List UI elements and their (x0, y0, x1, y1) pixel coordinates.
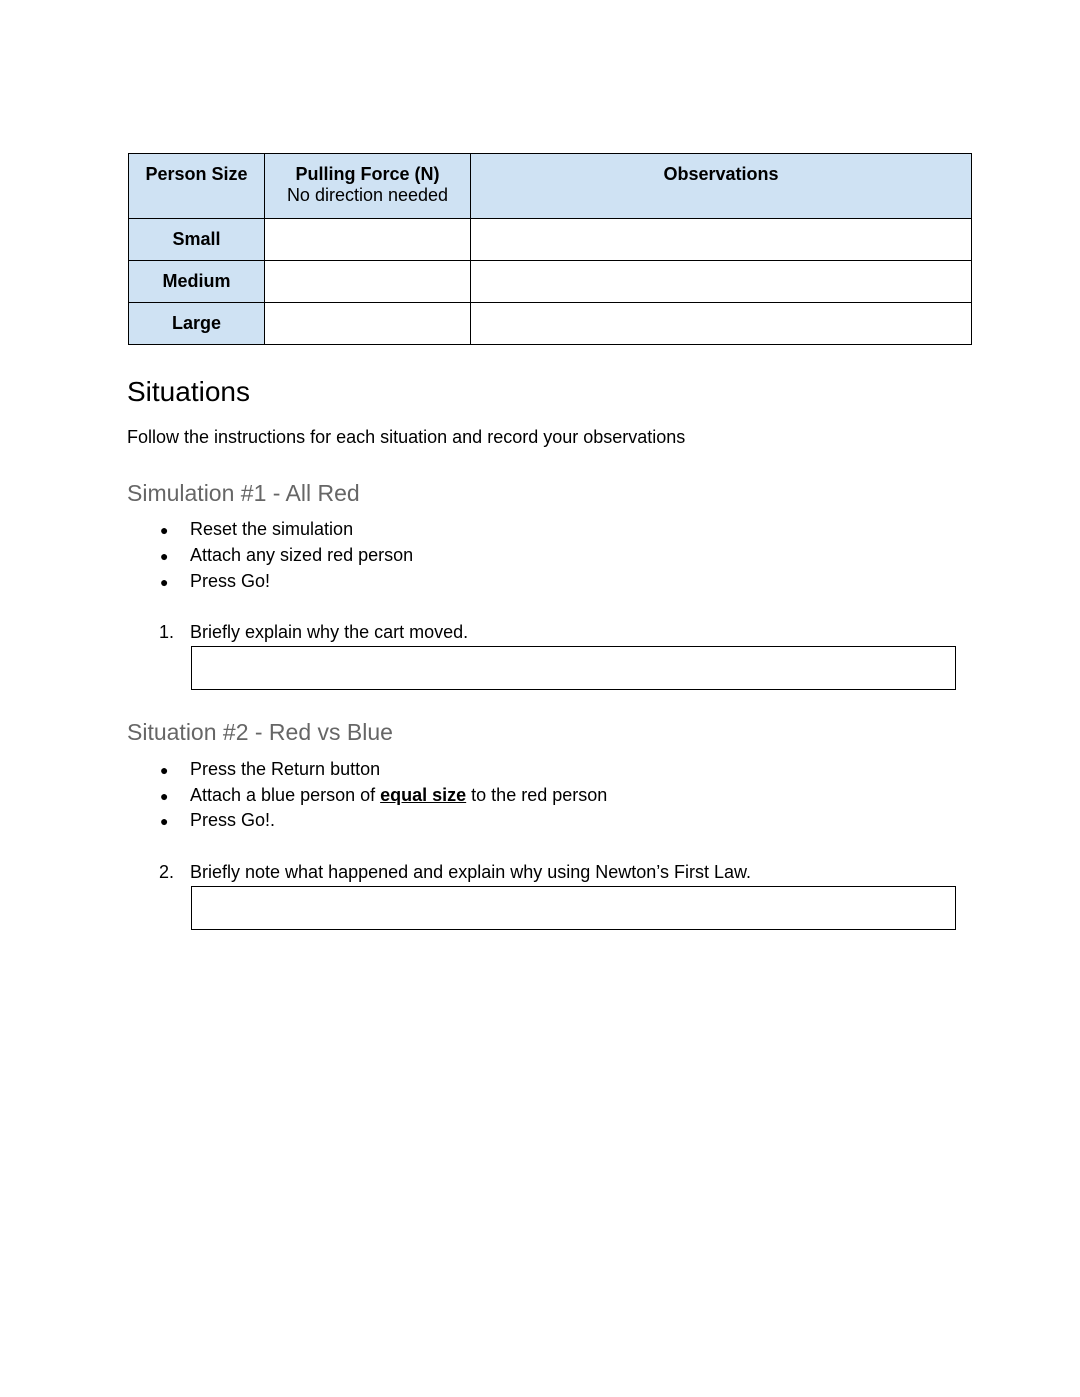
header-note: No direction needed (286, 185, 449, 205)
sim1-step: Press Go! (190, 571, 271, 591)
section-title: Situations (127, 376, 250, 407)
header-pulling-force (265, 154, 471, 219)
bullet-icon: ● (160, 788, 169, 804)
bullet-icon: ● (160, 762, 169, 778)
observation-cell[interactable] (471, 219, 972, 261)
question-number: 1. (159, 622, 175, 642)
question-number: 2. (159, 862, 175, 882)
force-cell[interactable] (265, 303, 471, 345)
question-1: Briefly explain why the cart moved. (190, 622, 469, 642)
step-text: to the red person (466, 785, 608, 805)
row-label: Large (129, 303, 265, 345)
header-label: Observations (663, 164, 779, 184)
table-row (129, 219, 972, 261)
sim2-step: Press the Return button (190, 759, 381, 779)
force-cell[interactable] (265, 261, 471, 303)
emphasis-text: equal size (380, 785, 467, 805)
sim2-title: Situation #2 - Red vs Blue (127, 719, 393, 745)
sim2-step (190, 785, 607, 806)
bullet-icon: ● (160, 548, 169, 564)
sim1-title: Simulation #1 - All Red (127, 480, 360, 506)
step-text: Attach a blue person of (190, 785, 381, 805)
answer-box-1[interactable] (191, 646, 956, 690)
observation-cell[interactable] (471, 303, 972, 345)
observation-cell[interactable] (471, 261, 972, 303)
sim1-step: Reset the simulation (190, 519, 354, 539)
row-label: Small (129, 219, 265, 261)
person-size-table (128, 153, 972, 345)
bullet-icon: ● (160, 574, 169, 590)
header-label: Person Size (145, 164, 248, 184)
header-observations (471, 154, 972, 219)
question-2: Briefly note what happened and explain why using Newton’s First Law. (190, 862, 751, 882)
answer-box-2[interactable] (191, 886, 956, 930)
table-row (129, 303, 972, 345)
table-row (129, 261, 972, 303)
section-intro: Follow the instructions for each situation and record your observations (127, 427, 686, 447)
bullet-icon: ● (160, 813, 169, 829)
row-label: Medium (129, 261, 265, 303)
bullet-icon: ● (160, 522, 169, 538)
sim2-step: Press Go!. (190, 810, 276, 830)
force-cell[interactable] (265, 219, 471, 261)
header-person-size (129, 154, 265, 219)
sim1-step: Attach any sized red person (190, 545, 414, 565)
header-label: Pulling Force (N) (295, 164, 440, 184)
